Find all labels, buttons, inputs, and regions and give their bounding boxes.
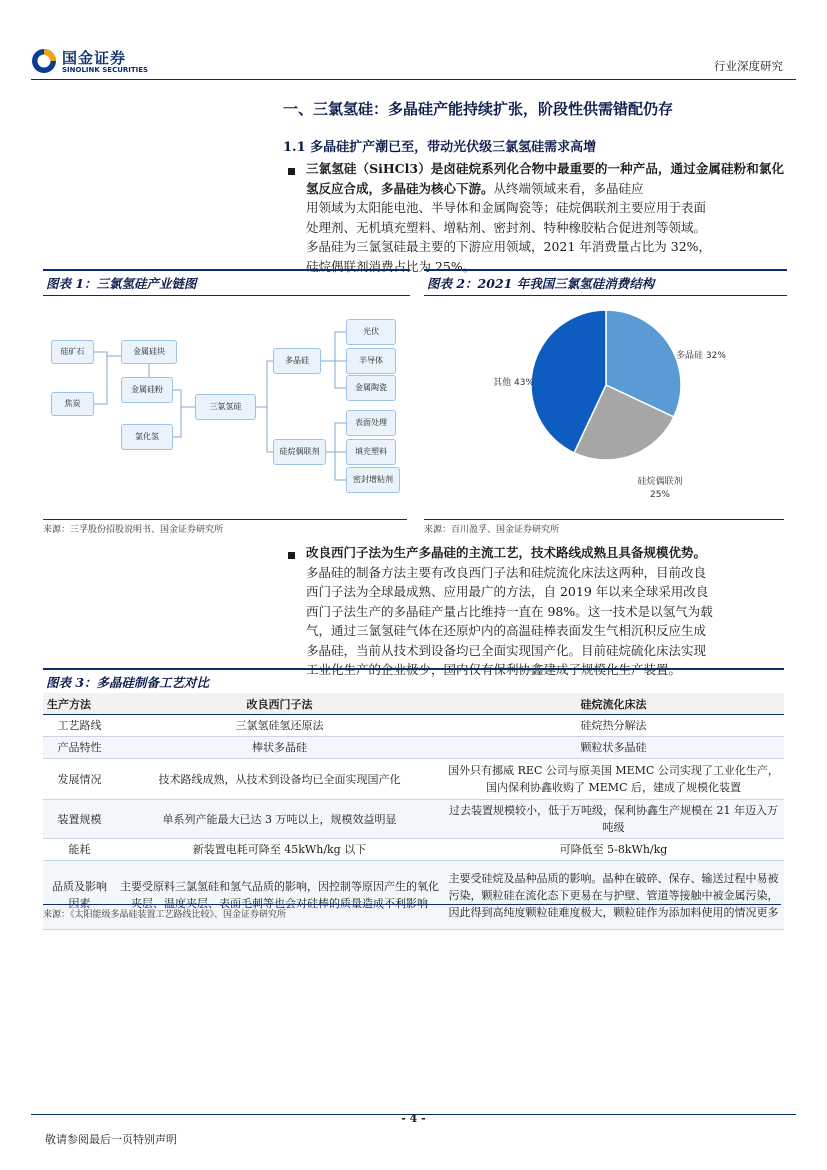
pie-label-other: 其他 43% (493, 378, 534, 388)
section-title: 一、三氯氢硅：多晶硅产能持续扩张，阶段性供需错配仍存 (283, 100, 674, 118)
node-filled-plastic: 填充塑料 (346, 439, 396, 465)
subsection-title: 1.1 多晶硅扩产潮已至，带动光伏级三氯氢硅需求高增 (283, 140, 597, 155)
header-divider (31, 79, 796, 80)
table-cell: 颗粒状多晶硅 (443, 737, 784, 759)
figure1-source: 来源：三孚股份招股说明书、国金证券研究所 (43, 519, 407, 535)
pie-label-silane-value: 25% (649, 490, 671, 500)
node-semiconductor: 半导体 (346, 348, 396, 374)
paragraph-line: 工业化生产的企业极少，国内仅有保利协鑫建成了规模化生产装置。 (306, 662, 682, 677)
table-cell: 新装置电耗可降至 45kWh/kg 以下 (116, 839, 443, 861)
industry-chain-diagram (43, 297, 410, 517)
table-cell: 品质及影响因素 (43, 861, 116, 930)
report-type-label: 行业深度研究 (714, 59, 783, 73)
paragraph-siemens-process (306, 543, 784, 680)
table-cell: 过去装置规模较小，低于万吨级，保利协鑫生产规模在 21 年迈入万吨级 (443, 800, 784, 839)
figure3-title: 图表 3：多晶硅制备工艺对比 (43, 668, 784, 695)
figure1-title: 图表 1：三氯氢硅产业链图 (43, 269, 410, 296)
paragraph-line: 处理剂、无机填充塑料、增粘剂、密封剂、特种橡胶粘合促进剂等领域。 (306, 219, 707, 235)
sinolink-logo-icon (31, 48, 57, 74)
table-cell: 主要受原料三氯氢硅和氢气品质的影响，因控制等原因产生的氧化夹层、温度夹层、表面毛刺等也会对硅棒的质量造成不利影响 (116, 861, 443, 930)
node-cermet: 金属陶瓷 (346, 375, 396, 401)
paragraph-line: 从终端领域来看，多晶硅应 (493, 180, 644, 196)
paragraph-line: 用领域为太阳能电池、半导体和金属陶瓷等；硅烷偶联剂主要应用于表面 (306, 200, 707, 215)
table-cell: 可降低至 5-8kWh/kg (443, 839, 784, 861)
table-cell: 产品特性 (43, 737, 116, 759)
paragraph-line: 硅烷偶联剂消费占比为 25%。 (306, 258, 476, 274)
table-row (43, 759, 784, 800)
figure2-source: 来源：百川盈孚、国金证券研究所 (424, 519, 784, 535)
figure2-title: 图表 2：2021 年我国三氯氢硅消费结构 (424, 269, 787, 296)
node-sealant-tackifier: 密封增粘剂 (346, 467, 400, 493)
node-polysilicon: 多晶硅 (273, 348, 321, 374)
node-silane-coupling-agent: 硅烷偶联剂 (273, 439, 326, 465)
node-metal-silicon-block: 金属硅块 (121, 340, 177, 364)
table-header-row (43, 693, 784, 715)
paragraph-line: 多晶硅为三氯氢硅最主要的下游应用领域，2021 年消费量占比为 32%， (306, 239, 712, 254)
table-row (43, 737, 784, 759)
node-surface-treatment: 表面处理 (346, 410, 396, 436)
figure3-source: 来源：《太阳能级多晶硅装置工艺路线比较》、国金证券研究所 (43, 904, 781, 920)
table-cell: 国外只有挪威 REC 公司与原美国 MEMC 公司实现了工业化生产，国内保利协鑫收购了 MEMC 后，建成了规模化装置 (443, 759, 784, 800)
paragraph-line: 气，通过三氯氢硅气体在还原炉内的高温硅棒表面发生气相沉积反应生成 (306, 623, 707, 638)
table-row (43, 800, 784, 839)
pie-label-silane-name: 硅烷偶联剂 (637, 477, 683, 487)
pie-label-polysilicon: 多晶硅 32% (676, 351, 726, 361)
logo-english-name: SINOLINK SECURITIES (62, 66, 149, 74)
paragraph-line: 西门子法生产的多晶硅产量占比维持一直在 98%。这一技术是以氢气为载 (306, 603, 713, 619)
table-header-cell: 生产方法 (43, 693, 116, 715)
node-photovoltaic: 光伏 (346, 319, 396, 345)
paragraph-tcs-overview (306, 159, 784, 276)
node-hydrogen-chloride: 氯化氢 (121, 424, 173, 450)
table-row (43, 839, 784, 861)
table-header-cell: 硅烷流化床法 (443, 693, 784, 715)
process-comparison-table (43, 693, 784, 930)
node-metal-silicon-powder: 金属硅粉 (121, 377, 173, 403)
paragraph-line: 多晶硅的制备方法主要有改良西门子法和硅烷流化床法这两种，目前改良 (306, 564, 707, 580)
table-cell: 主要受硅烷及晶种品质的影响。晶种在破碎、保存、输送过程中易被污染，颗粒硅在流化态下更易在与护壁、管道等接触中被金属污染，因此得到高纯度颗粒硅难度极大，颗粒硅作为添加料使用的情况更多 (443, 861, 784, 930)
paragraph-line: 多晶硅，当前从技术到设备均已全面实现国产化。目前硅烷硫化床法实现 (306, 642, 707, 658)
table-row (43, 715, 784, 737)
table-cell: 能耗 (43, 839, 116, 861)
node-trichlorosilane: 三氯氢硅 (195, 394, 256, 420)
table-cell: 工艺路线 (43, 715, 116, 737)
table-cell: 发展情况 (43, 759, 116, 800)
bullet-square-icon (288, 168, 295, 175)
consumption-pie-chart (424, 297, 784, 517)
paragraph-line: 西门子法为全球最成熟、应用最广的方法，自 2019 年以来全球采用改良 (306, 584, 709, 599)
table-cell: 技术路线成熟，从技术到设备均已全面实现国产化 (116, 759, 443, 800)
table-cell: 三氯氢硅氢还原法 (116, 715, 443, 737)
disclaimer-note: 敬请参阅最后一页特别声明 (45, 1133, 177, 1146)
table-cell: 硅烷热分解法 (443, 715, 784, 737)
paragraph-bold-lead: 改良西门子法为生产多晶硅的主流工艺，技术路线成熟且具备规模优势。 (306, 545, 707, 560)
table-header-cell: 改良西门子法 (116, 693, 443, 715)
table-cell: 装置规模 (43, 800, 116, 839)
paragraph-bold-lead: 三氯氢硅（SiHCl3）是卤硅烷系列化合物中最重要的一种产品，通过金属硅粉和氯化氢反应合成，多晶硅为核心下游。 (306, 161, 784, 196)
node-coke: 焦炭 (51, 392, 94, 416)
node-quartzite: 硅矿石 (51, 340, 94, 364)
bullet-square-icon (288, 552, 295, 559)
logo-chinese-name: 国金证券 (62, 49, 127, 67)
page-number: - 4 - (401, 1112, 426, 1125)
table-cell: 单系列产能最大已达 3 万吨以上，规模效益明显 (116, 800, 443, 839)
table-cell: 棒状多晶硅 (116, 737, 443, 759)
